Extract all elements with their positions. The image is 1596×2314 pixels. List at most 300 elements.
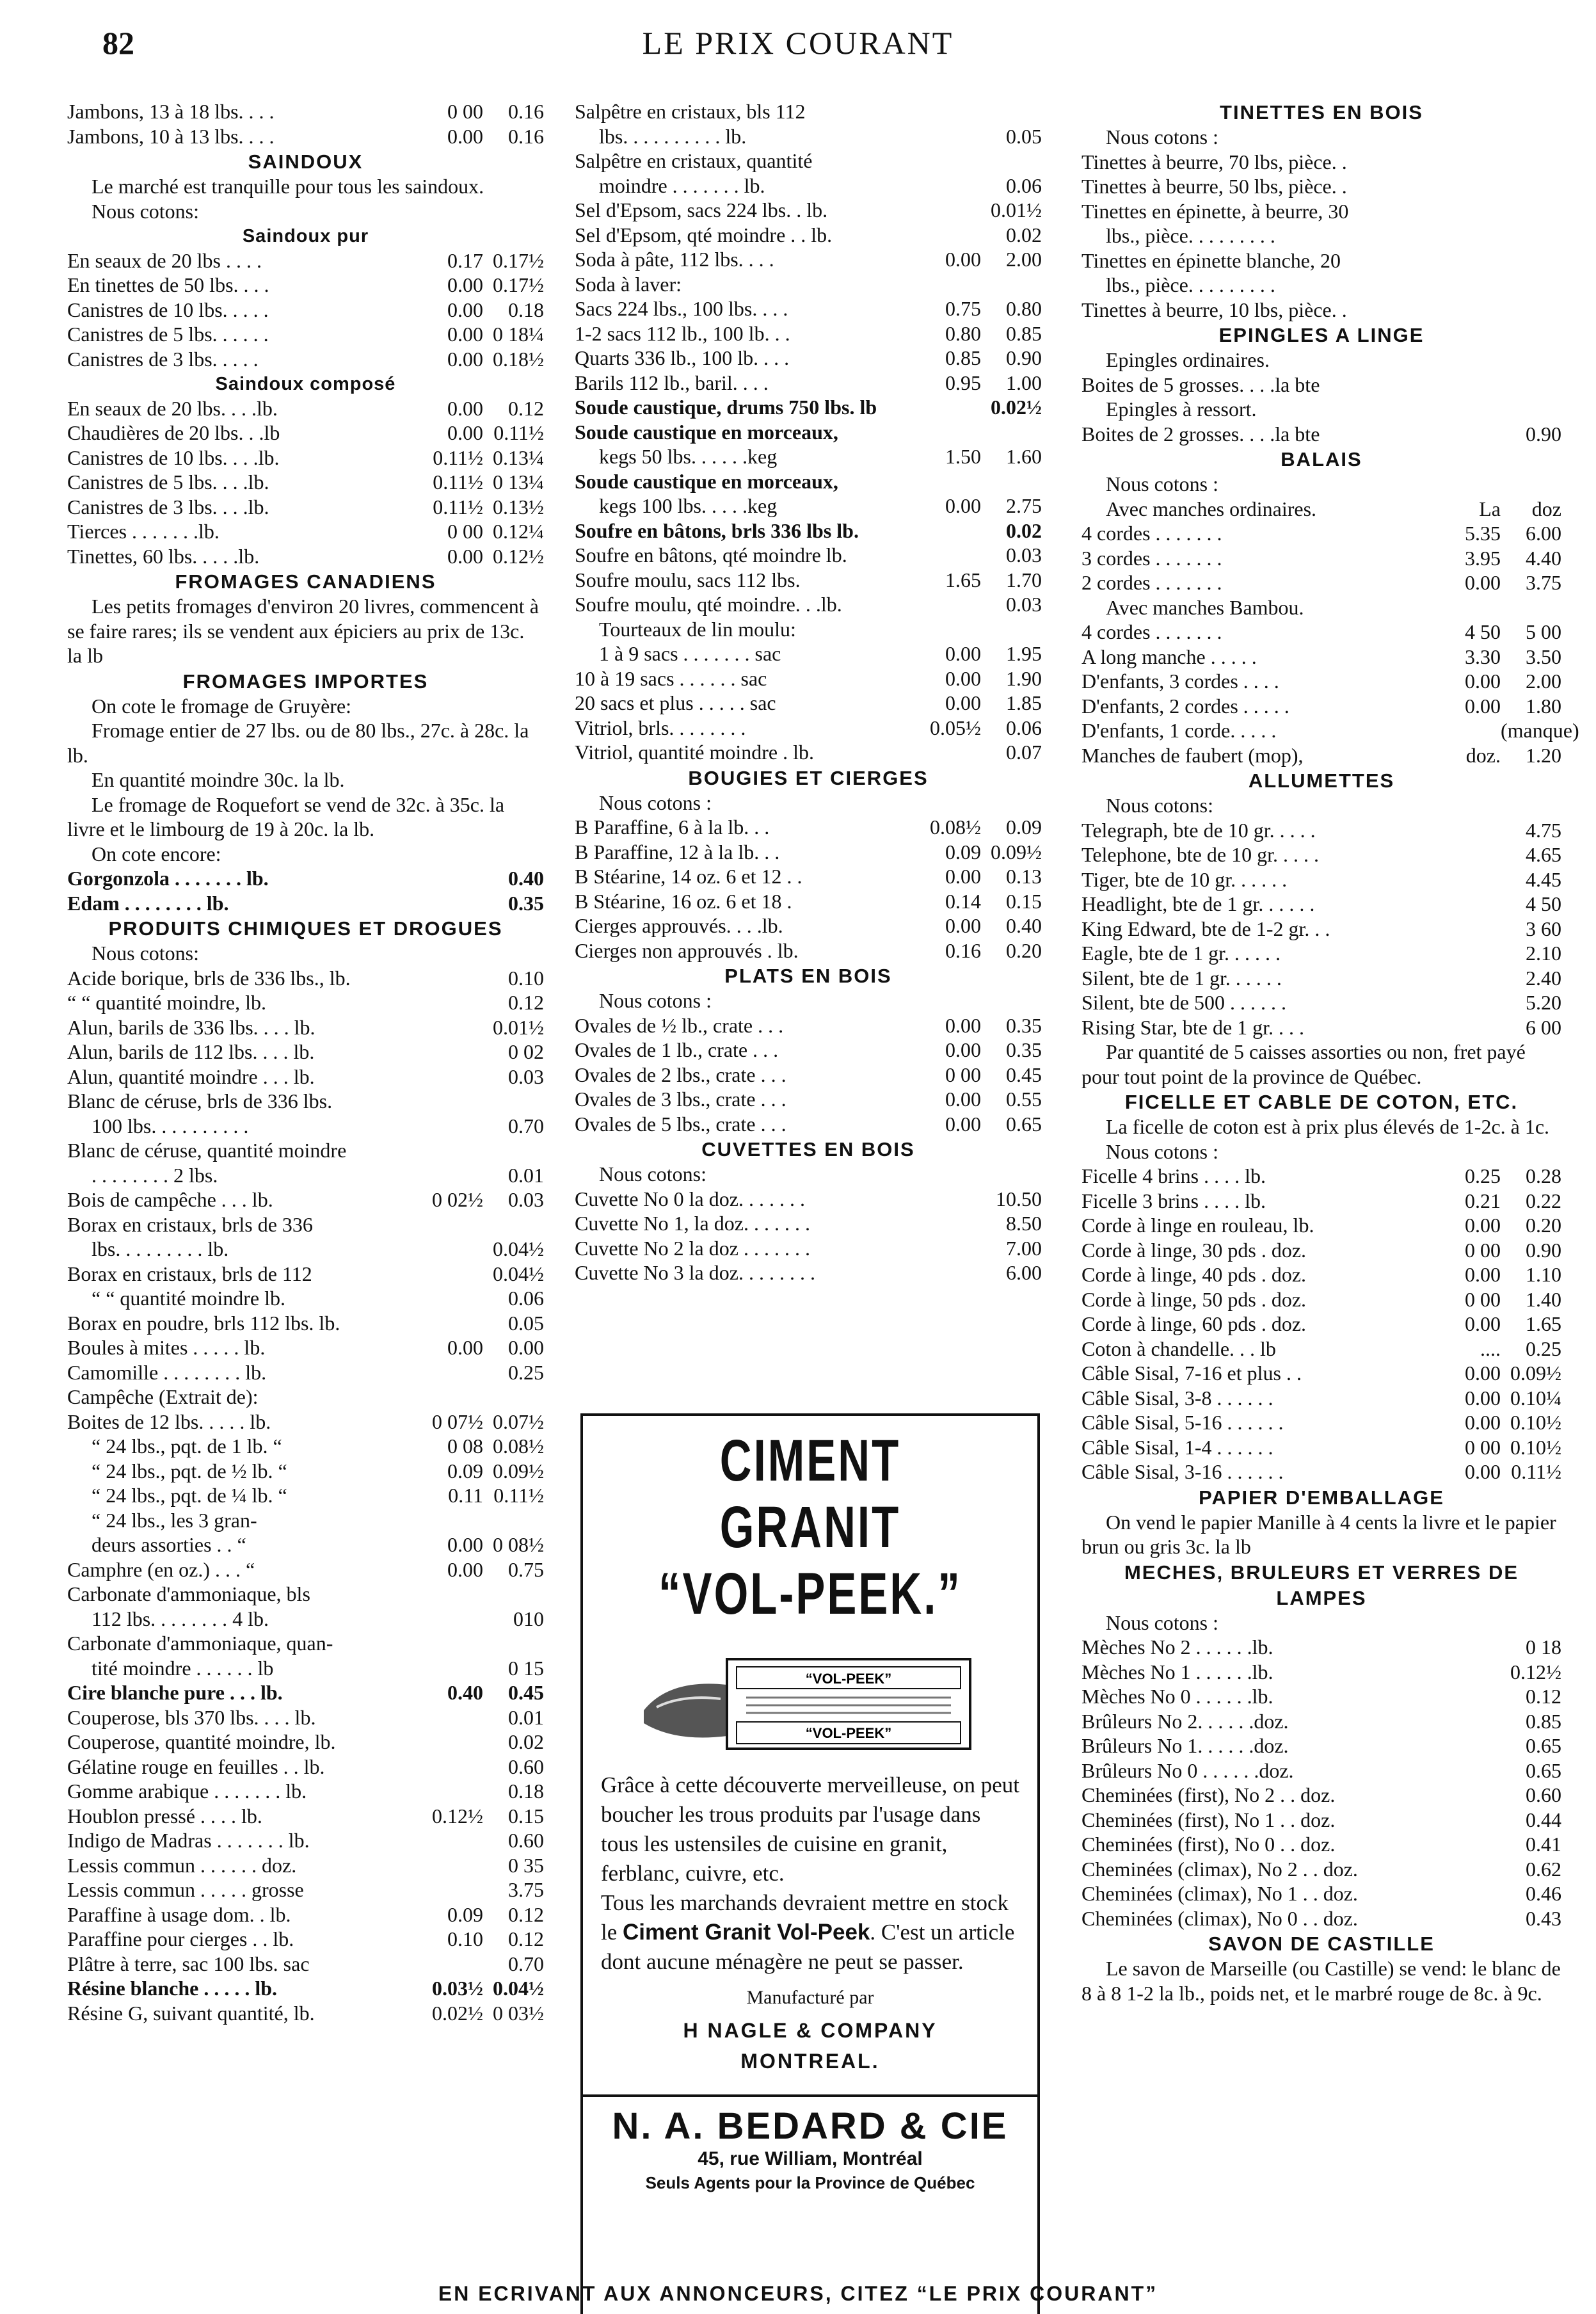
- price-high: doz: [1531, 497, 1561, 520]
- price-high: 0.65: [1526, 1734, 1561, 1757]
- item-label: Cheminées (climax), No 2 . . doz.: [1081, 1857, 1358, 1881]
- price-low: 0.80: [945, 321, 981, 345]
- price-row: [1081, 1758, 1561, 1783]
- price-high: 0.43: [1526, 1906, 1561, 1930]
- price-row: [1081, 1361, 1561, 1386]
- price-row: [67, 1065, 544, 1089]
- price-row: [575, 740, 1042, 765]
- price-low: 0.00: [945, 1013, 981, 1037]
- item-label: 4 cordes . . . . . . .: [1081, 620, 1222, 643]
- price-row: [67, 1434, 544, 1459]
- text-paragraph: Epingles ordinaires.: [1106, 348, 1270, 371]
- price-low: 0.00: [945, 1112, 981, 1136]
- price-row: [575, 641, 1042, 666]
- section-heading: MECHES, BRULEURS ET VERRES DE: [1124, 1561, 1519, 1584]
- price-high: 0 08½: [493, 1533, 544, 1556]
- item-label: Alun, barils de 336 lbs. . . . lb.: [67, 1015, 315, 1039]
- price-high: 0.85: [1526, 1709, 1561, 1733]
- item-label: 2 cordes . . . . . . .: [1081, 571, 1222, 594]
- price-high: (manque): [1501, 719, 1579, 742]
- price-row: [67, 1262, 544, 1287]
- section-heading: FICELLE ET CABLE DE COTON, ETC.: [1124, 1091, 1519, 1113]
- ad-company-city: MONTREAL.: [740, 2050, 880, 2073]
- price-high: 0.03: [1006, 543, 1042, 566]
- price-low: 5.35: [1465, 522, 1501, 545]
- page-footer: EN ECRIVANT AUX ANNONCEURS, CITEZ “LE PRIX COURANT”: [438, 2282, 1158, 2305]
- price-high: 0.04½: [493, 1977, 544, 2000]
- item-label: Tinettes à beurre, 50 lbs, pièce. .: [1081, 175, 1347, 198]
- section-heading: EPINGLES A LINGE: [1218, 324, 1424, 346]
- item-label: Cheminées (first), No 2 . . doz.: [1081, 1783, 1336, 1806]
- item-label: Corde à linge, 40 pds . doz.: [1081, 1263, 1307, 1286]
- price-high: 0 02: [508, 1040, 544, 1063]
- price-low: 1.50: [945, 445, 981, 468]
- item-label: Cuvette No 0 la doz. . . . . . .: [575, 1187, 805, 1210]
- text-paragraph: Nous cotons :: [1106, 1611, 1218, 1634]
- price-row: [575, 716, 1042, 741]
- item-label: Tinettes, 60 lbs. . . . .lb.: [67, 544, 260, 568]
- price-low: 0.11: [448, 1484, 483, 1507]
- price-high: 4.65: [1526, 843, 1561, 866]
- price-high: 0.41: [1526, 1833, 1561, 1856]
- item-label: “ “ quantité moindre, lb.: [67, 991, 267, 1014]
- item-label: En seaux de 20 lbs. . . .lb.: [67, 396, 278, 420]
- item-label: Paraffine à usage dom. . lb.: [67, 1902, 291, 1926]
- price-low: 0.11½: [433, 470, 483, 494]
- price-low: 0.03½: [432, 1977, 483, 2000]
- price-row: [67, 1902, 544, 1927]
- price-low: 0.00: [1465, 1214, 1501, 1237]
- price-high: 0.02: [1006, 518, 1042, 542]
- price-row: [67, 1952, 544, 1977]
- item-label: Paraffine pour cierges . . lb.: [67, 1927, 294, 1950]
- price-row: [1081, 867, 1561, 892]
- item-label: Tiger, bte de 10 gr. . . . . .: [1081, 867, 1288, 891]
- price-high: 1.00: [1006, 371, 1042, 394]
- price-row: [67, 1360, 544, 1385]
- price-row: [1081, 497, 1561, 522]
- price-low: 0.00: [447, 1336, 483, 1359]
- price-high: 0.06: [1006, 716, 1042, 739]
- price-high: 010: [513, 1607, 544, 1630]
- item-label: Cheminées (climax), No 0 . . doz.: [1081, 1906, 1358, 1930]
- price-high: 0.06: [508, 1287, 544, 1310]
- price-low: 0.40: [447, 1681, 483, 1704]
- item-label: Sel d'Epsom, qté moindre . . lb.: [575, 223, 833, 246]
- price-high: 3.50: [1526, 645, 1561, 668]
- price-row: [1081, 645, 1561, 670]
- item-label: Alun, quantité moindre . . . lb.: [67, 1065, 315, 1088]
- item-label: Couperose, quantité moindre, lb.: [67, 1730, 336, 1753]
- price-row: [575, 938, 1042, 963]
- price-row: [1081, 1312, 1561, 1337]
- price-row: [1081, 1733, 1561, 1758]
- price-row: [67, 1853, 544, 1878]
- price-row: [575, 815, 1042, 840]
- ad-body: [601, 1771, 1019, 1977]
- price-high: 4.40: [1526, 546, 1561, 570]
- price-high: 3.75: [508, 1878, 544, 1901]
- text-paragraph: Les petits fromages d'environ 20 livres, commencent à se faire rares; ils se vendent aux épiciers au prix de 13c. la lb: [67, 595, 539, 667]
- item-label: Cuvette No 3 la doz. . . . . . . .: [575, 1261, 815, 1284]
- price-low: 0.00: [945, 494, 981, 517]
- price-high: 0.04½: [493, 1237, 544, 1260]
- page-number: 82: [102, 25, 134, 61]
- item-label: Brûleurs No 1. . . . . .doz.: [1081, 1734, 1289, 1757]
- item-label: Chaudières de 20 lbs. . .lb: [67, 421, 280, 444]
- price-row: [1081, 1238, 1561, 1263]
- item-label: Acide borique, brls de 336 lbs., lb.: [67, 966, 351, 990]
- price-high: 3 60: [1526, 917, 1561, 940]
- price-high: 0.03: [1006, 593, 1042, 616]
- section-heading: PRODUITS CHIMIQUES ET DROGUES: [108, 917, 503, 940]
- price-row: [67, 1237, 544, 1262]
- price-row: [1081, 521, 1561, 546]
- item-label: Ovales de 3 lbs., crate . . .: [575, 1088, 786, 1111]
- text-paragraph: On vend le papier Manille à 4 cents la livre et le papier brun ou gris 3c. la lb: [1081, 1510, 1556, 1558]
- price-high: 0.35: [1006, 1038, 1042, 1061]
- text-paragraph: Nous cotons :: [1106, 1139, 1218, 1163]
- item-label: Telegraph, bte de 10 gr. . . . .: [1081, 818, 1316, 842]
- section-heading: SAVON DE CASTILLE: [1208, 1932, 1435, 1955]
- price-low: 0 00: [447, 100, 483, 123]
- price-row: [575, 247, 1042, 272]
- price-high: 0.20: [1006, 938, 1042, 962]
- item-label: 1-2 sacs 112 lb., 100 lb. . .: [575, 321, 790, 345]
- item-label: Résine G, suivant quantité, lb.: [67, 2001, 315, 2025]
- price-row: [67, 1755, 544, 1780]
- price-low: 0.00: [1465, 694, 1501, 718]
- text-paragraph: Nous cotons:: [1106, 794, 1213, 817]
- item-label: Boites de 5 grosses. . . .la bte: [1081, 373, 1320, 396]
- price-row: [575, 592, 1042, 617]
- price-row: [67, 1779, 544, 1804]
- price-high: 0.10½: [1510, 1411, 1561, 1434]
- price-row: [67, 1607, 544, 1632]
- item-label: Mèches No 2 . . . . . .lb.: [1081, 1635, 1273, 1659]
- price-row: [1081, 1213, 1561, 1238]
- item-label: kegs 100 lbs. . . . .keg: [599, 494, 778, 517]
- ad-manufacturer-label: Manufacturé par: [746, 1987, 874, 2008]
- price-row: [575, 1038, 1042, 1063]
- item-label: lbs. . . . . . . . . . lb.: [599, 124, 747, 148]
- price-low: 0.00: [1465, 571, 1501, 594]
- price-low: 0.00: [945, 914, 981, 937]
- price-high: 1.60: [1006, 445, 1042, 468]
- item-label: Indigo de Madras . . . . . . . lb.: [67, 1829, 310, 1852]
- price-row: [575, 371, 1042, 396]
- price-high: 0.18: [508, 1780, 544, 1803]
- item-label: “ “ quantité moindre lb.: [92, 1287, 286, 1310]
- item-label: Brûleurs No 2. . . . . .doz.: [1081, 1709, 1289, 1733]
- price-high: 6.00: [1526, 522, 1561, 545]
- price-low: 0.00: [447, 421, 483, 444]
- item-label: Sacs 224 lbs., 100 lbs. . . .: [575, 297, 788, 320]
- price-row: [575, 691, 1042, 716]
- price-low: 0.17: [447, 248, 483, 272]
- text-paragraph: Le fromage de Roquefort se vend de 32c. à 35c. la livre et le limbourg de 19 à 20c. la lb.: [67, 792, 505, 840]
- price-high: 0.75: [508, 1557, 544, 1581]
- price-row: [1081, 966, 1561, 991]
- item-label: moindre . . . . . . . lb.: [599, 173, 765, 197]
- package-label-top: “VOL-PEEK”: [805, 1671, 892, 1687]
- item-label: Corde à linge, 50 pds . doz.: [1081, 1287, 1307, 1311]
- price-row: [1081, 1660, 1561, 1685]
- price-high: 0.10½: [1510, 1435, 1561, 1459]
- price-high: 0.90: [1526, 422, 1561, 446]
- price-low: 0.00: [1465, 1362, 1501, 1385]
- price-low: 0.11½: [433, 446, 483, 469]
- price-high: 0.60: [508, 1755, 544, 1778]
- price-row: [67, 470, 544, 495]
- price-low: 0.00: [1465, 670, 1501, 693]
- price-low: 0.00: [447, 323, 483, 346]
- item-label: Mèches No 1 . . . . . .lb.: [1081, 1660, 1273, 1683]
- price-high: 0.00: [508, 1336, 544, 1359]
- price-low: 0.11½: [433, 495, 483, 518]
- price-row: [1081, 422, 1561, 447]
- price-row: [67, 1459, 544, 1484]
- item-label: Barils 112 lb., baril. . . .: [575, 371, 769, 394]
- item-label: Canistres de 3 lbs. . . . .: [67, 347, 259, 371]
- price-low: 0.21: [1465, 1189, 1501, 1212]
- item-label: Boites de 12 lbs. . . . . lb.: [67, 1410, 271, 1433]
- price-high: 1.70: [1006, 568, 1042, 591]
- price-row: [1081, 1164, 1561, 1189]
- price-high: 0.80: [1006, 297, 1042, 320]
- price-row: [67, 544, 544, 569]
- price-row: [575, 124, 1042, 149]
- ad-headline-line1: CIMENT GRANIT: [719, 1428, 901, 1560]
- price-low: 0.00: [447, 298, 483, 321]
- text-paragraph: Nous cotons:: [92, 942, 199, 965]
- price-low: 3.95: [1465, 546, 1501, 570]
- item-label: Mèches No 0 . . . . . .lb.: [1081, 1685, 1273, 1708]
- price-row: [575, 1211, 1042, 1236]
- price-row: [67, 2001, 544, 2026]
- price-row: [575, 1087, 1042, 1112]
- price-row: [1081, 941, 1561, 966]
- price-low: 0.09: [447, 1459, 483, 1482]
- price-low: 0.00: [1465, 1460, 1501, 1483]
- item-label: Tinettes à beurre, 70 lbs, pièce. .: [1081, 150, 1347, 173]
- item-label: Cierges approuvés. . . .lb.: [575, 914, 783, 937]
- price-low: 0.00: [1465, 1411, 1501, 1434]
- price-high: 0.09: [1006, 816, 1042, 839]
- price-row: [67, 1163, 544, 1188]
- price-row: [67, 248, 544, 273]
- text-paragraph: Borax en cristaux, brls de 336: [67, 1212, 313, 1236]
- section-heading: FROMAGES IMPORTES: [182, 670, 429, 693]
- item-label: Ovales de 5 lbs., crate . . .: [575, 1112, 786, 1136]
- section-heading: FROMAGES CANADIENS: [175, 570, 436, 593]
- price-high: 0.18: [508, 298, 544, 321]
- package-label-bottom: “VOL-PEEK”: [805, 1725, 892, 1741]
- price-low: 0 00: [1465, 1287, 1501, 1311]
- price-high: 0.35: [1006, 1013, 1042, 1037]
- price-high: 0.02: [1006, 223, 1042, 246]
- text-paragraph: Avec manches Bambou.: [1106, 595, 1304, 619]
- price-high: 0 18: [1526, 1635, 1561, 1659]
- item-label: Sel d'Epsom, sacs 224 lbs. . lb.: [575, 198, 828, 221]
- price-high: 0.03: [508, 1065, 544, 1088]
- price-low: 0.16: [945, 938, 981, 962]
- price-high: 0.55: [1006, 1088, 1042, 1111]
- price-row: [67, 1656, 544, 1681]
- price-high: 0.12: [508, 1927, 544, 1950]
- price-row: [67, 966, 544, 991]
- price-row: [67, 1311, 544, 1336]
- price-high: 1.20: [1526, 743, 1561, 767]
- price-low: 0.05½: [930, 716, 981, 739]
- ad-headline: [653, 1427, 968, 1627]
- item-label: Cheminées (first), No 1 . . doz.: [1081, 1808, 1336, 1831]
- price-row: [575, 494, 1042, 518]
- price-row: [1081, 1262, 1561, 1287]
- price-row: [67, 1557, 544, 1582]
- price-row: [1081, 1410, 1561, 1435]
- price-high: 8.50: [1006, 1212, 1042, 1235]
- price-row: [1081, 694, 1561, 719]
- price-high: 0.07½: [493, 1410, 544, 1433]
- price-row: [67, 891, 544, 916]
- text-paragraph: Le marché est tranquille pour tous les saindoux.: [92, 175, 484, 198]
- price-high: 0.02½: [991, 396, 1042, 419]
- price-row: [575, 1187, 1042, 1212]
- price-low: 0 00: [1465, 1238, 1501, 1262]
- text-paragraph: Nous cotons :: [1106, 125, 1218, 149]
- price-low: 0.08½: [930, 816, 981, 839]
- text-paragraph: Carbonate d'ammoniaque, bls: [67, 1582, 310, 1605]
- item-label: Canistres de 3 lbs. . . .lb.: [67, 495, 269, 518]
- price-low: 0.12½: [432, 1804, 483, 1828]
- item-label: Ovales de 1 lb., crate . . .: [575, 1038, 779, 1061]
- section-heading: PLATS EN BOIS: [724, 965, 892, 987]
- price-high: 0.46: [1526, 1882, 1561, 1905]
- column-left: [67, 99, 544, 2025]
- price-high: 0.03: [508, 1188, 544, 1211]
- price-row: [67, 1335, 544, 1360]
- price-row: [1081, 1783, 1561, 1808]
- price-low: 0.85: [945, 346, 981, 369]
- text-paragraph: Nous cotons:: [92, 199, 199, 223]
- price-row: [1081, 546, 1561, 571]
- price-row: [1081, 174, 1561, 199]
- text-paragraph: Epingles à ressort.: [1106, 398, 1257, 421]
- price-high: 0.04½: [493, 1262, 544, 1285]
- item-label: Cire blanche pure . . . lb.: [67, 1681, 283, 1704]
- item-label: Headlight, bte de 1 gr. . . . . .: [1081, 892, 1315, 915]
- price-row: [67, 1804, 544, 1829]
- price-low: 0.00: [945, 642, 981, 665]
- price-row: [67, 446, 544, 470]
- item-label: 4 cordes . . . . . . .: [1081, 522, 1222, 545]
- item-label: Câble Sisal, 1-4 . . . . . .: [1081, 1435, 1273, 1459]
- price-row: [67, 1877, 544, 1902]
- item-label: Couperose, bls 370 lbs. . . . lb.: [67, 1705, 316, 1729]
- text-paragraph: Tinettes en épinette, à beurre, 30: [1081, 199, 1349, 223]
- price-high: 0.06: [1006, 173, 1042, 197]
- price-high: 0.40: [508, 867, 544, 890]
- price-row: [67, 273, 544, 298]
- price-high: 0.40: [1006, 914, 1042, 937]
- ad-body-paragraph-1: Grâce à cette découverte merveilleuse, on peut boucher les trous produits par l'usage dans tous les ustensiles de cuisine en granit, ferblanc, cuivre, etc.: [601, 1772, 1019, 1886]
- price-high: 0.08½: [493, 1434, 544, 1458]
- price-row: [575, 1260, 1042, 1285]
- text-paragraph: Tinettes en épinette blanche, 20: [1081, 248, 1341, 272]
- price-row: [67, 1705, 544, 1730]
- item-label: Résine blanche . . . . . lb.: [67, 1977, 278, 2000]
- item-label: Corde à linge, 30 pds . doz.: [1081, 1238, 1307, 1262]
- price-row: [1081, 1635, 1561, 1660]
- price-low: La: [1479, 497, 1501, 520]
- item-label: Boites de 2 grosses. . . .la bte: [1081, 422, 1320, 446]
- item-label: Plâtre à terre, sac 100 lbs. sac: [67, 1952, 310, 1975]
- item-label: deurs assorties . . “: [92, 1533, 246, 1556]
- item-label: “ 24 lbs., pqt. de 1 lb. “: [92, 1434, 282, 1458]
- price-row: [1081, 743, 1561, 768]
- price-low: doz.: [1465, 743, 1501, 767]
- price-high: 0.11½: [493, 1484, 544, 1507]
- ad-agent-address: 45, rue William, Montréal: [698, 2148, 923, 2169]
- item-label: Camomille . . . . . . . . lb.: [67, 1360, 267, 1384]
- price-row: [67, 1286, 544, 1311]
- page-title: LE PRIX COURANT: [642, 25, 954, 61]
- item-label: B Stéarine, 14 oz. 6 et 12 . .: [575, 865, 802, 888]
- price-high: 0.10¼: [1510, 1386, 1561, 1410]
- price-high: 0.01: [508, 1705, 544, 1729]
- price-low: 0.10: [447, 1927, 483, 1950]
- price-low: 0.00: [945, 865, 981, 888]
- section-heading: LAMPES: [1276, 1586, 1367, 1609]
- price-high: 0.12½: [1510, 1660, 1561, 1683]
- price-row: [67, 421, 544, 446]
- text-paragraph: Salpêtre en cristaux, bls 112: [575, 100, 806, 123]
- price-row: [67, 298, 544, 323]
- price-row: [67, 1730, 544, 1755]
- price-high: 2.10: [1526, 942, 1561, 965]
- price-high: 0.90: [1006, 346, 1042, 369]
- text-paragraph: Fromage entier de 27 lbs. ou de 80 lbs., 27c. à 28c. la lb.: [67, 719, 529, 767]
- price-row: [67, 1927, 544, 1952]
- price-low: 0.25: [1465, 1164, 1501, 1187]
- item-label: . . . . . . . . 2 lbs.: [92, 1163, 218, 1187]
- price-high: 0.12: [508, 396, 544, 420]
- price-row: [67, 347, 544, 372]
- item-label: Corde à linge en rouleau, lb.: [1081, 1214, 1314, 1237]
- item-label: lbs., pièce. . . . . . . . .: [1106, 224, 1275, 247]
- price-row: [67, 1976, 544, 2001]
- price-high: 0.44: [1526, 1808, 1561, 1831]
- subsection-heading: Saindoux pur: [242, 226, 369, 246]
- text-paragraph: Tourteaux de lin moulu:: [599, 617, 796, 641]
- price-row: [1081, 1857, 1561, 1882]
- price-row: [575, 173, 1042, 198]
- price-high: 0.13½: [493, 495, 544, 518]
- price-row: [67, 1114, 544, 1139]
- price-high: 0.12: [508, 1902, 544, 1926]
- section-heading: BOUGIES ET CIERGES: [688, 766, 929, 789]
- price-row: [1081, 1189, 1561, 1214]
- text-paragraph: La ficelle de coton est à prix plus élevés de 1-2c. à 1c.: [1106, 1115, 1550, 1138]
- price-high: 0.15: [1006, 889, 1042, 913]
- price-high: 4.75: [1526, 818, 1561, 842]
- ad-headline-line2: “VOL-PEEK.”: [658, 1561, 962, 1627]
- price-row: [67, 1015, 544, 1040]
- price-high: 0.70: [508, 1952, 544, 1975]
- price-high: 0.15: [508, 1804, 544, 1828]
- price-low: 4 50: [1465, 620, 1501, 643]
